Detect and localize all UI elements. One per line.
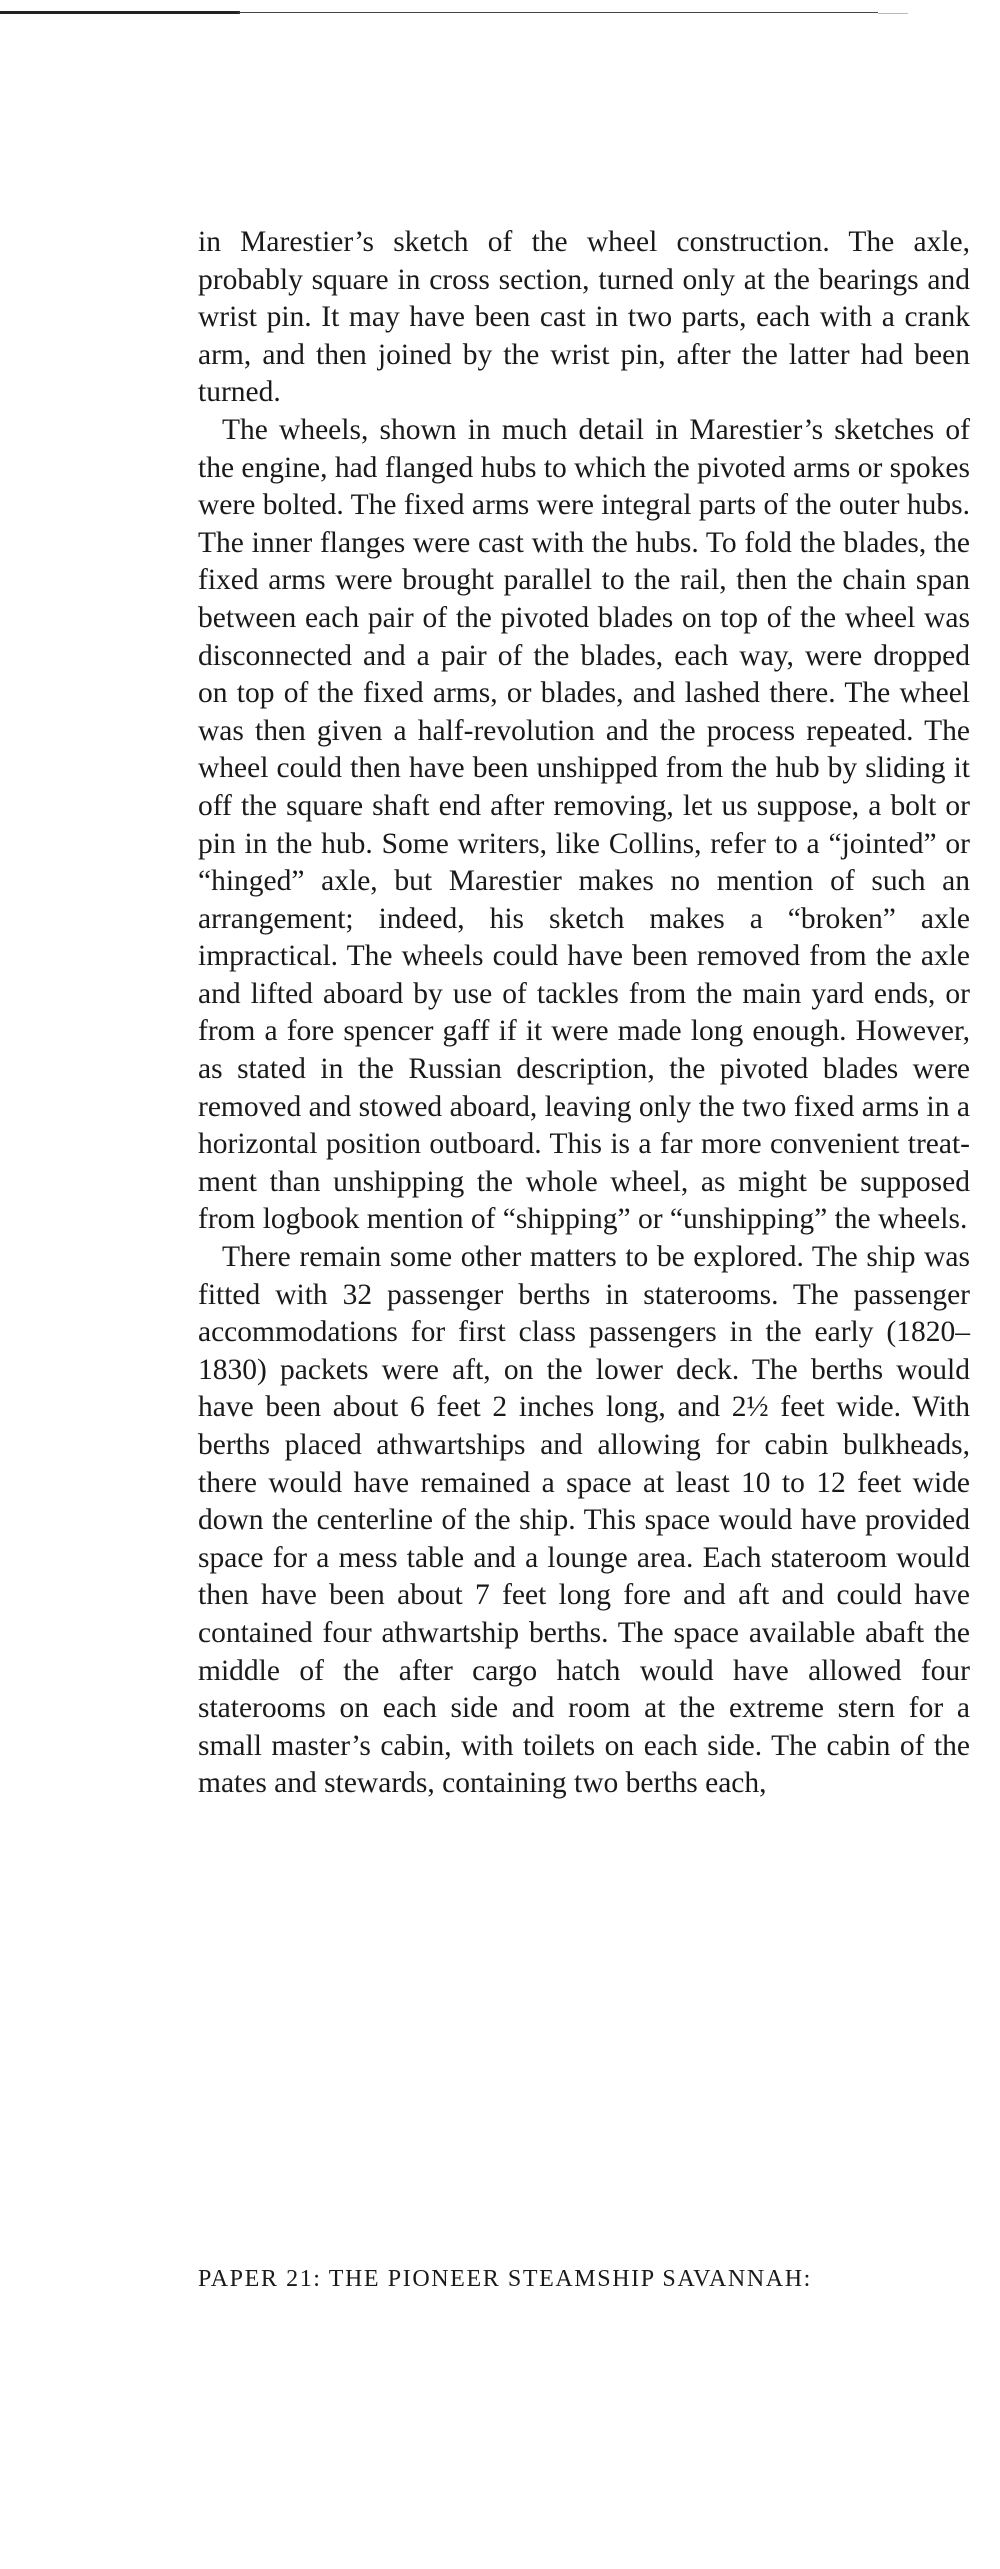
body-text	[198, 224, 970, 1803]
top-rule-fade	[878, 13, 908, 14]
top-rule-thin	[238, 12, 878, 13]
top-rule-thick	[0, 11, 240, 14]
running-footer: PAPER 21: THE PIONEER STEAMSHIP SAVANNAH:	[198, 2266, 812, 2292]
paragraph-1: in Marestier’s sketch of the wheel construction. The axle, probably square in cross section, turned only at the bearings and wrist pin. It may have been cast in two parts, each with a crank arm, and then joined by the wrist pin, after the latter had been turned.	[198, 226, 970, 409]
paragraph-2: The wheels, shown in much detail in Marestier’s sketches of the engine, had flanged hubs to which the pivoted arms or spokes were bolted. The fixed arms were integral parts of the outer hubs. The inner flanges were cast with the hubs. To fold the blades, the fixed arms were brought parallel to the rail, then the chain span between each pair of the pivoted blades on top of the wheel was disconnected and a pair of the blades, each way, were dropped on top of the fixed arms, or blades, and lashed there. The wheel was then given a half-revolution and the process repeated. The wheel could then have been unshipped from the hub by sliding it off the square shaft end after removing, let us suppose, a bolt or pin in the hub. Some writers, like Collins, refer to a “jointed” or “hinged” axle, but Marestier makes no mention of such an arrangement; indeed, his sketch makes a “broken” axle impractical. The wheels could have been removed from the axle and lifted aboard by use of tackles from the main yard ends, or from a fore spencer gaff if it were made long enough. However, as stated in the Russian description, the pivoted blades were removed and stowed aboard, leaving only the two fixed arms in a horizontal position outboard. This is a far more convenient treatment than unshipping the whole wheel, as might be supposed from logbook mention of “shipping” or “unshipping” the wheels.	[198, 413, 970, 1236]
paragraph-3: There remain some other matters to be explored. The ship was fitted with 32 passenger berths in staterooms. The passenger accommodations for first class passengers in the early (1820–1830) packets were aft, on the lower deck. The berths would have been about 6 feet 2 inches long, and 2½ feet wide. With berths placed athwartships and allowing for cabin bulkheads, there would have remained a space at least 10 to 12 feet wide down the centerline of the ship. This space would have provided space for a mess table and a lounge area. Each stateroom would then have been about 7 feet long fore and aft and could have contained four athwartship berths. The space available abaft the middle of the after cargo hatch would have allowed four staterooms on each side and room at the extreme stern for a small master’s cabin, with toilets on each side. The cabin of the mates and stewards, containing two berths each,	[198, 1241, 970, 1800]
